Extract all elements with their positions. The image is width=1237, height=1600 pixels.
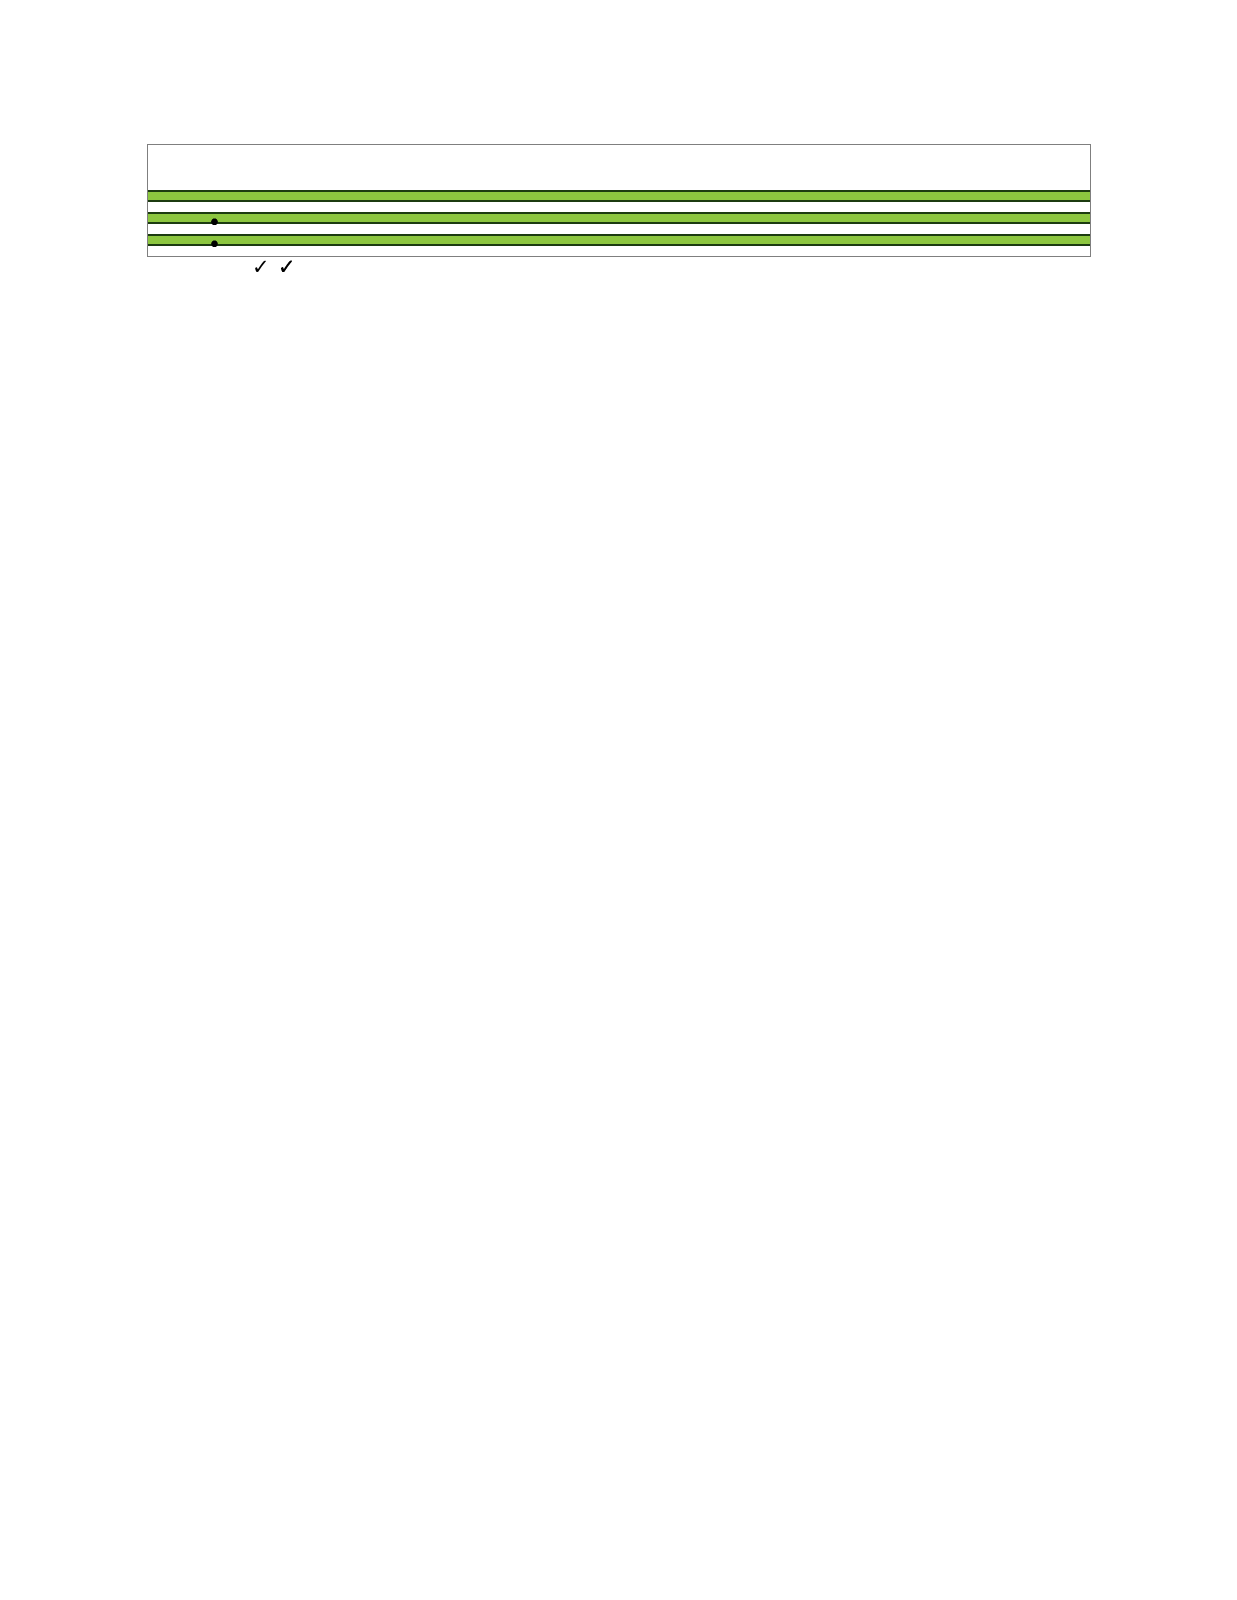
pencil-border-bottom [0,1470,1237,1600]
band-apres [148,190,1090,202]
pencil-border-left [0,110,120,1480]
section-apres [148,202,1090,212]
pencil-border-right [1085,110,1237,1480]
section-resume [148,224,1090,234]
lesson-plan-table [147,144,1091,257]
section-etude-communication [148,145,1090,190]
pencil-border-top [0,0,1237,120]
spacer-line [160,149,1080,184]
band-resume [148,212,1090,224]
band-criteres [148,234,1090,246]
section-criteres [148,246,1090,256]
